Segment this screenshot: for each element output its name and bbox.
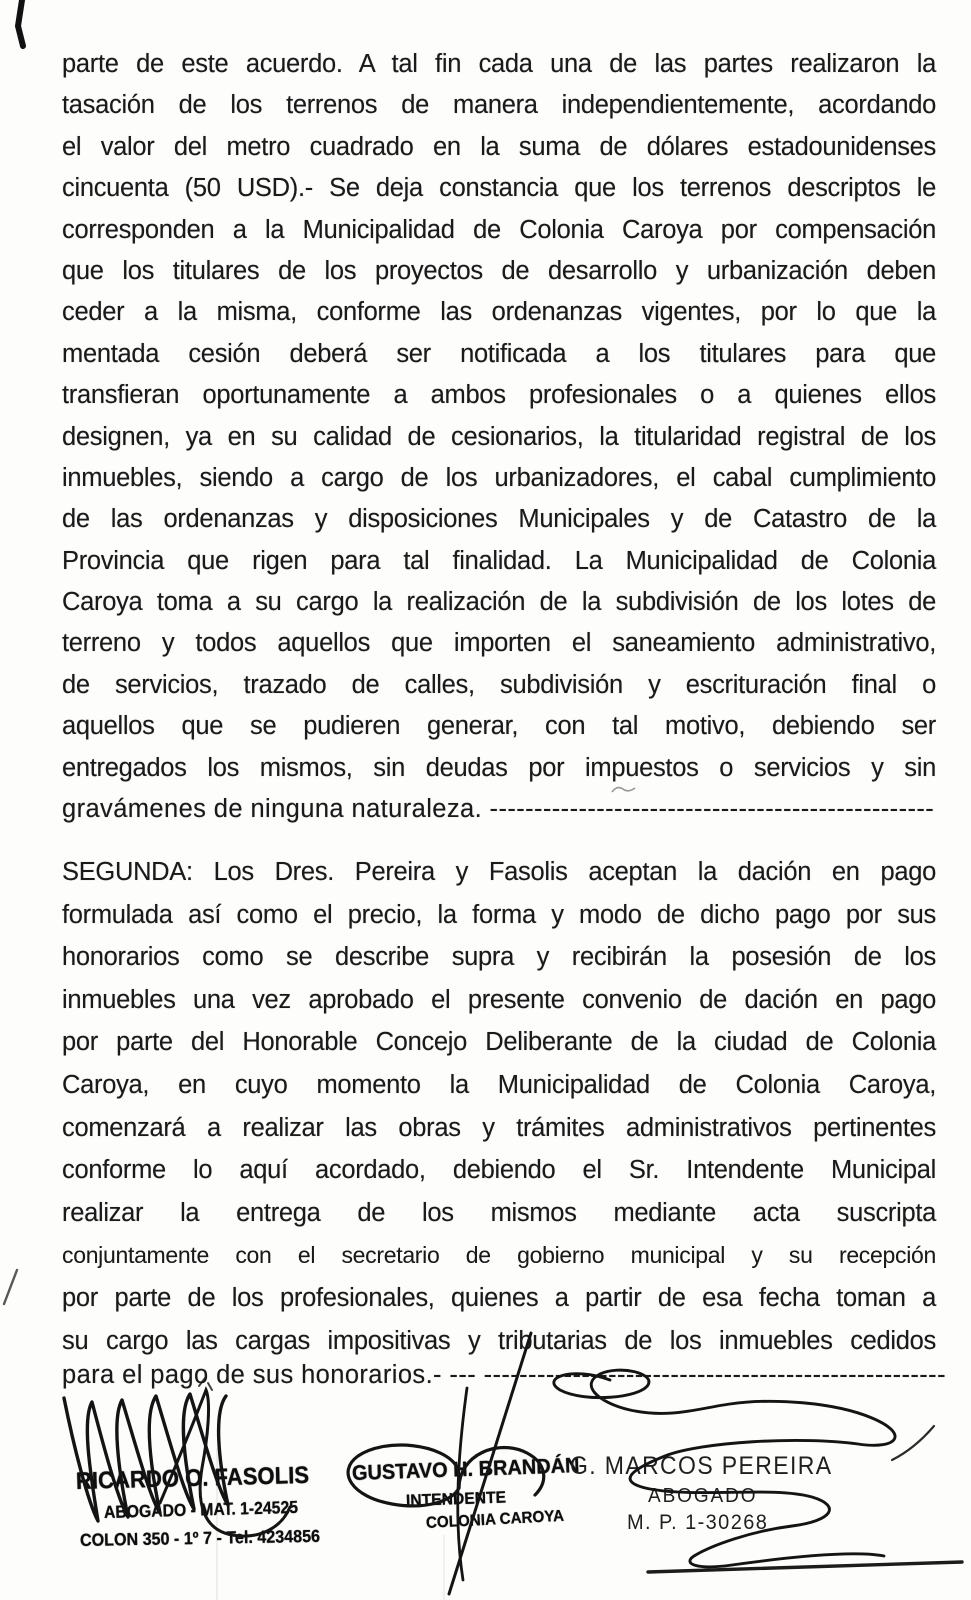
paragraph-end-dashes: para el pago de sus honorarios.- --- ---------------------------------------------------- [62,1361,946,1390]
paragraph-line: conforme lo aquí acordado, debiendo el Sr. Intendente Municipal [62,1156,936,1185]
brandan-signature-stroke [458,1388,467,1580]
paragraph-line: inmuebles una vez aprobado el presente convenio de dación en pago [62,985,936,1014]
paragraph-line: ceder a la misma, conforme las ordenanzas vigentes, por lo que la [62,298,936,327]
brandan-stamp-org: COLONIA CAROYA [425,1507,565,1532]
paragraph-line: Caroya toma a su cargo la realización de la subdivisión de los lotes de [62,588,936,617]
paragraph-line: el valor del metro cuadrado en la suma de dólares estadounidenses [62,132,936,161]
paragraph-line: transfieran oportunamente a ambos profesionales o a quienes ellos [62,381,936,410]
bottom-rule-line [648,1562,962,1572]
paragraph-line: por parte de los profesionales, quienes a partir de esa fecha toman a [62,1283,936,1312]
pereira-registration: M. P. 1-30268 [627,1511,769,1534]
paragraph-end-dashes: gravámenes de ninguna naturaleza. -------------------------------------------------- [62,795,935,824]
paragraph-line: SEGUNDA: Los Dres. Pereira y Fasolis aceptan la dación en pago [62,858,936,886]
paragraph-line: Caroya, en cuyo momento la Municipalidad de Colonia Caroya, [62,1070,936,1099]
continuation-paragraph [62,44,936,830]
paragraph-line: de servicios, trazado de calles, subdivisión y escrituración final o [62,670,936,699]
paragraph-line: entregados los mismos, sin deudas por impuestos o servicios y sin [62,753,936,782]
fasolis-stamp-name: RICARDO O. FASOLIS [75,1461,310,1495]
brandan-stamp-title: INTENDENTE [405,1488,507,1510]
paragraph-line: formulada así como el precio, la forma y modo de dicho pago por sus [62,900,936,929]
paragraph-line: realizar la entrega de los mismos mediante acta suscripta [62,1198,936,1227]
pereira-title: ABOGADO [648,1485,758,1507]
paragraph-line: tasación de los terrenos de manera independientemente, acordando [62,91,936,120]
paragraph-line: designen, ya en su calidad de cesionarios, la titularidad registral de los [62,422,936,451]
paragraph-line: corresponden a la Municipalidad de Colonia Caroya por compensación [62,215,936,244]
paragraph-line: por parte del Honorable Concejo Deliberante de la ciudad de Colonia [62,1028,936,1057]
scan-artifact-top-left [18,0,23,46]
paragraph-line: conjuntamente con el secretario de gobierno municipal y su recepción [62,1242,936,1269]
pereira-signature-stroke [892,1426,934,1460]
fasolis-stamp-credential: ABOGADO - MAT. 1-24525 [103,1496,299,1522]
paragraph-line: Provincia que rigen para tal finalidad. La Municipalidad de Colonia [62,546,936,575]
pereira-name: G. MARCOS PEREIRA [570,1452,833,1480]
fasolis-stamp-address: COLON 350 - 1º 7 - Tel. 4234856 [79,1525,321,1550]
paragraph-line: mentada cesión deberá ser notificada a los titulares para que [62,339,936,368]
brandan-stamp-name: GUSTAVO H. BRANDÁN [351,1454,580,1485]
paragraph-line: de las ordenanzas y disposiciones Municipales y de Catastro de la [62,505,936,534]
paragraph-line: aquellos que se pudieren generar, con tal motivo, debiendo ser [62,712,936,741]
paragraph-line: inmuebles, siendo a cargo de los urbanizadores, el cabal cumplimiento [62,463,936,492]
paragraph-line: comenzará a realizar las obras y trámites administrativos pertinentes [62,1113,936,1142]
paragraph-line: terreno y todos aquellos que importen el saneamiento administrativo, [62,629,936,658]
paragraph-line: su cargo las cargas impositivas y tributarias de los inmuebles cedidos [62,1326,936,1355]
scan-artifact-left-slash [4,1270,17,1304]
paragraph-line: que los titulares de los proyectos de desarrollo y urbanización deben [62,256,936,285]
paragraph-line: cincuenta (50 USD).- Se deja constancia que los terrenos descriptos le [62,174,936,203]
clause-segunda-paragraph [62,851,946,1397]
paragraph-line: honorarios como se describe supra y recibirán la posesión de los [62,943,936,972]
paragraph-line: parte de este acuerdo. A tal fin cada una de las partes realizaron la [62,50,936,78]
